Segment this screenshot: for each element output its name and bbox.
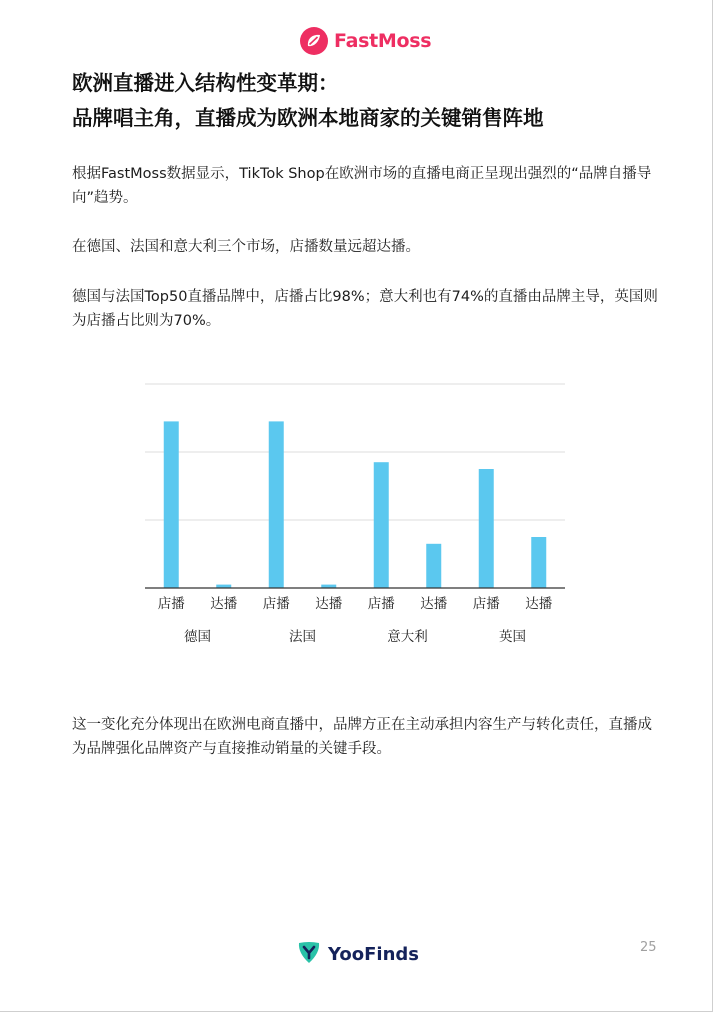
x-tick-label: 达播 [315, 596, 343, 612]
chart-bar [269, 421, 284, 588]
x-tick-label: 达播 [420, 596, 448, 612]
bar-chart [120, 360, 590, 660]
paragraph-intro: 根据FastMoss数据显示，TikTok Shop在欧洲市场的直播电商正呈现出强烈的“品牌自播导向”趋势。 [72, 166, 652, 206]
x-tick-label: 店播 [157, 596, 185, 612]
chart-bar [374, 462, 389, 588]
x-tick-label: 店播 [472, 596, 500, 612]
header-logo [300, 26, 431, 56]
title-line-1: 欧洲直播进入结构性变革期： [72, 71, 339, 95]
title-line-2: 品牌唱主角，直播成为欧洲本地商家的关键销售阵地 [72, 106, 544, 130]
bar-chart-svg [120, 360, 590, 660]
yoofinds-logo-icon [296, 939, 322, 969]
group-label: 英国 [499, 629, 526, 645]
page-title [72, 66, 672, 136]
page-number: 25 [640, 940, 657, 955]
brand-name: FastMoss [334, 30, 432, 52]
paragraph-conclusion: 这一变化充分体现出在欧洲电商直播中，品牌方正在主动承担内容生产与转化责任，直播成为品牌强化品牌资产与直接推动销量的关键手段。 [72, 717, 652, 757]
fastmoss-logo-icon [300, 27, 328, 55]
group-label: 意大利 [387, 629, 428, 645]
chart-bar [531, 537, 546, 588]
footer-brand-name: YooFinds [328, 943, 419, 965]
chart-bar [426, 544, 441, 588]
chart-bar [164, 421, 179, 588]
x-tick-label: 店播 [262, 596, 290, 612]
footer-logo [296, 940, 419, 968]
x-tick-label: 达播 [525, 596, 553, 612]
group-label: 法国 [289, 629, 316, 645]
chart-bar [479, 469, 494, 588]
paragraph-markets: 在德国、法国和意大利三个市场，店播数量远超达播。 [72, 239, 420, 255]
paragraph-shares: 德国与法国Top50直播品牌中，店播占比98%；意大利也有74%的直播由品牌主导，英国则为店播占比则为70%。 [72, 289, 658, 329]
group-label: 德国 [184, 629, 211, 645]
x-tick-label: 达播 [210, 596, 238, 612]
x-tick-label: 店播 [367, 596, 395, 612]
